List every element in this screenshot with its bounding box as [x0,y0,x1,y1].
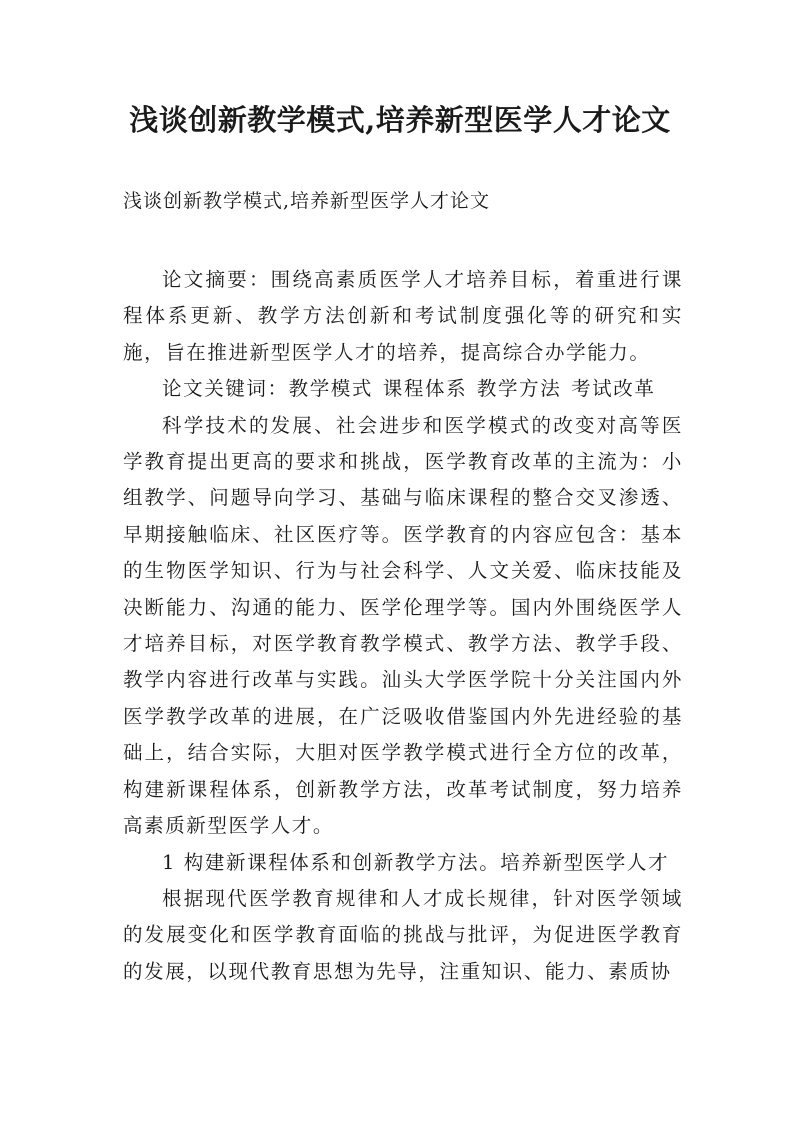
document-subtitle: 浅谈创新教学模式,培养新型医学人才论文 [123,190,491,212]
body-paragraph: 根据现代医学教育规律和人才成长规律，针对医学领域的发展变化和医学教育面临的挑战与批评，为促进医学教育的发展，以现代教育思想为先导，注重知识、能力、素质协 [123,886,683,983]
abstract-paragraph: 论文摘要：围绕高素质医学人才培养目标，着重进行课程体系更新、教学方法创新和考试制度强化等的研究和实施，旨在推进新型医学人才的培养，提高综合办学能力。 [123,268,683,364]
document-title: 浅谈创新教学模式,培养新型医学人才论文 [129,103,671,137]
keyword-item: 考试改革 [571,377,656,401]
body-paragraph: 科学技术的发展、社会进步和医学模式的改变对高等医学教育提出更高的要求和挑战，医学教育改革的主流为：小组教学、问题导向学习、基础与临床课程的整合交叉渗透、早期接触临床、社区医疗等。医学教育的内容应包含：基本的生物医学知识、行为与社会科学、人文关爱、临床技能及决断能力、沟通的能力、医学伦理学等。国内外围绕医学人才培养目标，对医学教育教学模式、教学方法、教学手段、教学内容进行改革与实践。汕头大学医学院十分关注国内外医学教学改革的进展，在广泛吸收借鉴国内外先进经验的基础上，结合实际，大胆对医学教学模式进行全方位的改革，构建新课程体系，创新教学方法，改革考试制度，努力培养高素质新型医学人才。 [123,413,683,838]
keyword-item: 教学方法 [476,377,562,401]
keyword-item: 课程体系 [382,377,468,401]
section-heading: 1 构建新课程体系和创新教学方法。培养新型医学人才 [162,850,670,874]
keywords-paragraph [123,371,683,407]
keyword-item: 教学模式 [288,377,374,401]
document-body [123,262,683,990]
keywords-label: 论文关键词： [162,377,289,401]
